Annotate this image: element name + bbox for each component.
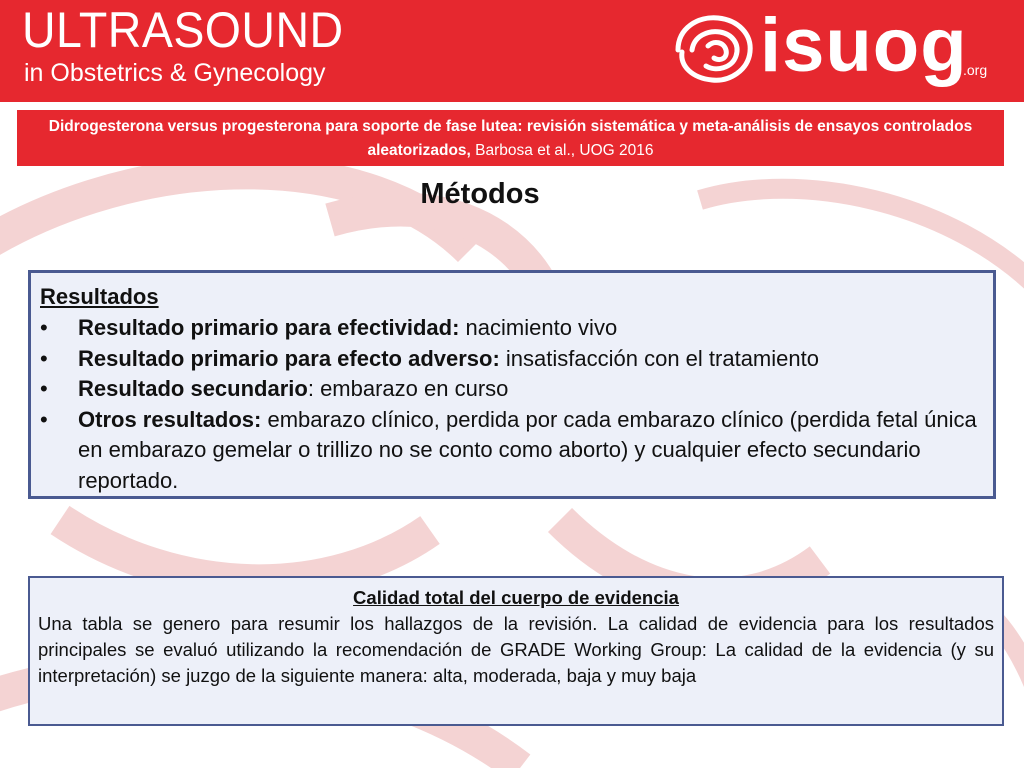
item-text: nacimiento vivo (459, 315, 618, 340)
isuog-logo-text: isuog (760, 3, 968, 88)
article-citation: Barbosa et al., UOG 2016 (475, 142, 654, 159)
item-label: Resultado secundario (78, 376, 308, 401)
bullet-icon: • (40, 345, 48, 371)
article-title: Didrogesterona versus progesterona para soporte de fase lutea: revisión sistemática y meta-análisis de ensayos controlados aleatorizados, (48, 118, 973, 159)
item-label: Resultado primario para efecto adverso: (78, 345, 500, 371)
journal-header (0, 0, 1024, 102)
list-item (40, 374, 983, 405)
list-item (40, 313, 983, 344)
item-text: embarazo clínico, perdida por cada embarazo clínico (perdida fetal única en embarazo gemelar o trillizo no se conto como aborto) y cualquier efecto secundario reportado. (78, 406, 977, 493)
journal-subtitle: in Obstetrics & Gynecology (24, 59, 326, 87)
item-label: Otros resultados: (78, 406, 262, 432)
isuog-logo-tld: .org (963, 62, 988, 78)
journal-title: ULTRASOUND (22, 2, 344, 58)
bullet-icon: • (40, 406, 48, 432)
item-label: Resultado primario para efectividad: (78, 315, 460, 340)
bullet-icon: • (40, 376, 48, 401)
article-reference (17, 110, 1004, 166)
results-heading: Resultados (40, 284, 159, 309)
section-title: Métodos (420, 178, 540, 210)
list-item (40, 405, 983, 497)
evidence-quality-text: Una tabla se genero para resumir los hallazgos de la revisión. La calidad de evidencia para los resultados principales se evaluó utilizando la recomendación de GRADE Working Group: La calidad de la evidencia (y su interpretación) se juzgo de la siguiente manera: alta, moderada, baja y muy baja (38, 613, 994, 686)
item-text: insatisfacción con el tratamiento (499, 345, 819, 371)
results-box (28, 270, 996, 499)
bullet-icon: • (40, 315, 48, 340)
item-text: : embarazo en curso (307, 376, 509, 401)
evidence-quality-box (28, 576, 1004, 726)
evidence-quality-heading: Calidad total del cuerpo de evidencia (353, 587, 679, 608)
list-item (40, 344, 983, 375)
results-list (40, 313, 983, 496)
isuog-emblem-icon (668, 10, 760, 86)
